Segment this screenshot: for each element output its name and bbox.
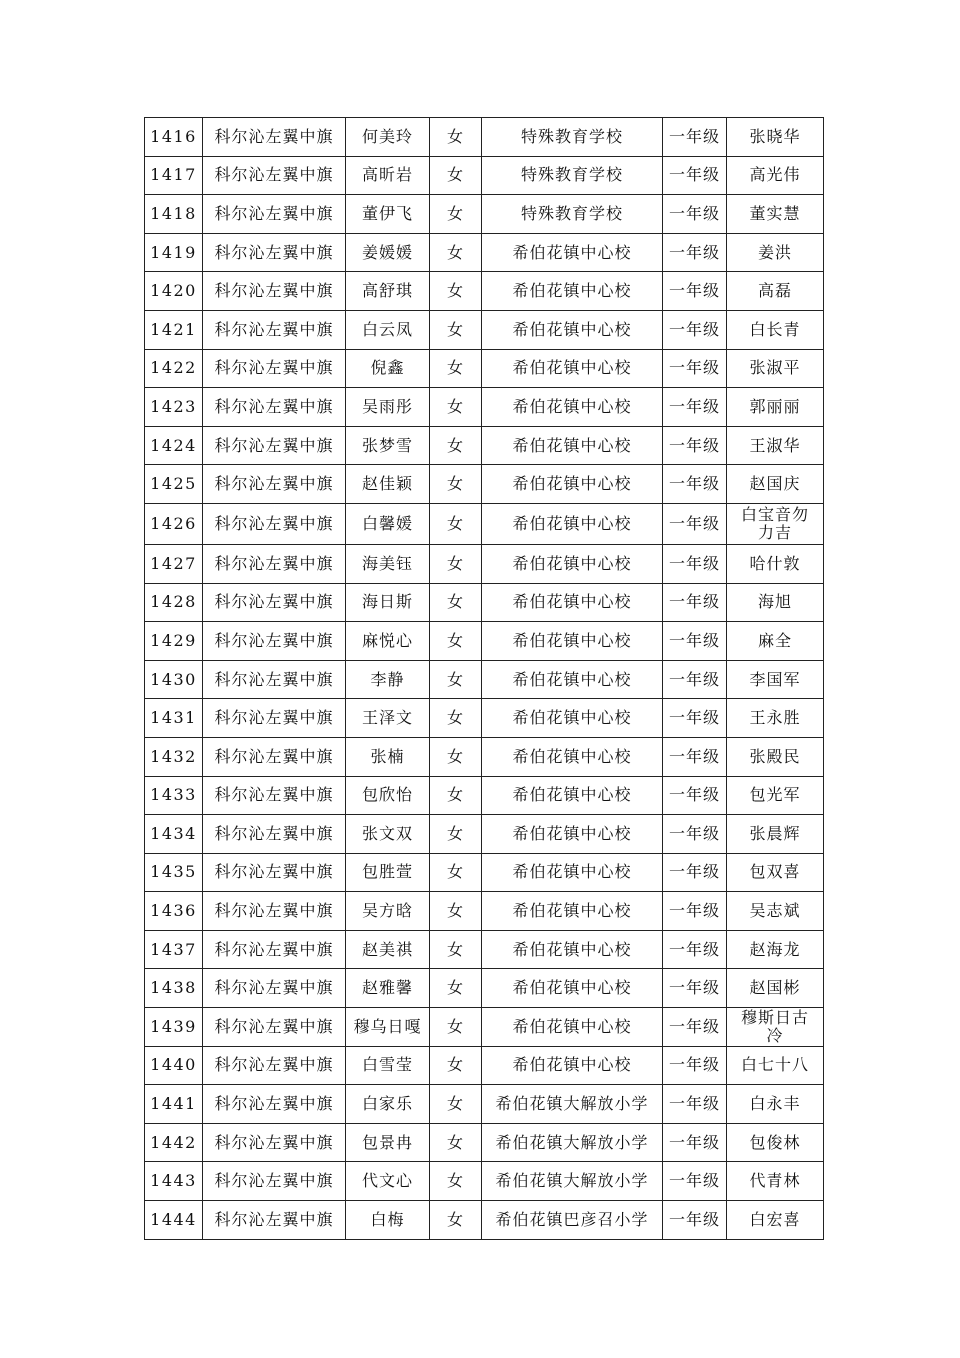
row-number: 1443 (145, 1162, 203, 1201)
row-number: 1441 (145, 1085, 203, 1124)
guardian-cell: 包光军 (727, 776, 824, 815)
student-name-cell: 白梅 (346, 1201, 430, 1240)
region-cell: 科尔沁左翼中旗 (203, 969, 346, 1008)
guardian-cell: 高光伟 (727, 156, 824, 195)
table-row (145, 699, 824, 738)
gender-cell: 女 (430, 583, 482, 622)
guardian-cell: 白永丰 (727, 1085, 824, 1124)
school-cell: 希伯花镇巴彦召小学 (482, 1201, 663, 1240)
gender-cell: 女 (430, 1046, 482, 1085)
guardian-cell: 包俊林 (727, 1123, 824, 1162)
grade-cell: 一年级 (663, 622, 727, 661)
region-cell: 科尔沁左翼中旗 (203, 853, 346, 892)
student-name-cell: 海美钰 (346, 544, 430, 583)
guardian-cell: 郭丽丽 (727, 388, 824, 427)
guardian-cell: 白七十八 (727, 1046, 824, 1085)
school-cell: 希伯花镇中心校 (482, 815, 663, 854)
student-name-cell: 王泽文 (346, 699, 430, 738)
grade-cell: 一年级 (663, 815, 727, 854)
student-name-cell: 穆乌日嘎 (346, 1008, 430, 1047)
gender-cell: 女 (430, 310, 482, 349)
gender-cell: 女 (430, 544, 482, 583)
school-cell: 希伯花镇中心校 (482, 699, 663, 738)
row-number: 1432 (145, 737, 203, 776)
guardian-cell: 王永胜 (727, 699, 824, 738)
region-cell: 科尔沁左翼中旗 (203, 118, 346, 157)
school-cell: 特殊教育学校 (482, 195, 663, 234)
guardian-cell: 赵国庆 (727, 465, 824, 504)
row-number: 1426 (145, 503, 203, 544)
student-name-cell: 何美玲 (346, 118, 430, 157)
table-row (145, 544, 824, 583)
school-cell: 希伯花镇中心校 (482, 310, 663, 349)
grade-cell: 一年级 (663, 1085, 727, 1124)
table-row (145, 118, 824, 157)
student-name-cell: 张楠 (346, 737, 430, 776)
guardian-cell: 穆斯日古冷 (727, 1008, 824, 1047)
gender-cell: 女 (430, 1162, 482, 1201)
table-row (145, 1085, 824, 1124)
school-cell: 希伯花镇中心校 (482, 892, 663, 931)
grade-cell: 一年级 (663, 1008, 727, 1047)
school-cell: 希伯花镇中心校 (482, 776, 663, 815)
table-row (145, 969, 824, 1008)
gender-cell: 女 (430, 1201, 482, 1240)
guardian-cell: 高磊 (727, 272, 824, 311)
student-name-cell: 代文心 (346, 1162, 430, 1201)
row-number: 1435 (145, 853, 203, 892)
guardian-cell: 海旭 (727, 583, 824, 622)
grade-cell: 一年级 (663, 195, 727, 234)
gender-cell: 女 (430, 892, 482, 931)
guardian-cell: 麻全 (727, 622, 824, 661)
student-name-cell: 赵佳颖 (346, 465, 430, 504)
guardian-cell: 张淑平 (727, 349, 824, 388)
school-cell: 希伯花镇中心校 (482, 388, 663, 427)
grade-cell: 一年级 (663, 660, 727, 699)
table-row (145, 1046, 824, 1085)
school-cell: 希伯花镇大解放小学 (482, 1085, 663, 1124)
student-name-cell: 张梦雪 (346, 426, 430, 465)
table-row (145, 233, 824, 272)
school-cell: 希伯花镇中心校 (482, 583, 663, 622)
gender-cell: 女 (430, 622, 482, 661)
gender-cell: 女 (430, 426, 482, 465)
gender-cell: 女 (430, 349, 482, 388)
region-cell: 科尔沁左翼中旗 (203, 892, 346, 931)
guardian-cell: 王淑华 (727, 426, 824, 465)
table-row (145, 195, 824, 234)
guardian-cell: 赵国彬 (727, 969, 824, 1008)
school-cell: 希伯花镇中心校 (482, 930, 663, 969)
table-row (145, 388, 824, 427)
guardian-cell: 吴志斌 (727, 892, 824, 931)
table-row (145, 583, 824, 622)
guardian-cell: 代青林 (727, 1162, 824, 1201)
grade-cell: 一年级 (663, 930, 727, 969)
region-cell: 科尔沁左翼中旗 (203, 195, 346, 234)
gender-cell: 女 (430, 1123, 482, 1162)
table-row (145, 622, 824, 661)
region-cell: 科尔沁左翼中旗 (203, 1046, 346, 1085)
student-name-cell: 吴方晗 (346, 892, 430, 931)
guardian-cell: 姜洪 (727, 233, 824, 272)
table-row (145, 660, 824, 699)
gender-cell: 女 (430, 815, 482, 854)
row-number: 1437 (145, 930, 203, 969)
row-number: 1422 (145, 349, 203, 388)
guardian-cell: 白宏喜 (727, 1201, 824, 1240)
grade-cell: 一年级 (663, 1162, 727, 1201)
row-number: 1417 (145, 156, 203, 195)
student-name-cell: 姜媛媛 (346, 233, 430, 272)
table-row (145, 349, 824, 388)
row-number: 1436 (145, 892, 203, 931)
table-row (145, 776, 824, 815)
guardian-cell: 白长青 (727, 310, 824, 349)
region-cell: 科尔沁左翼中旗 (203, 503, 346, 544)
school-cell: 希伯花镇中心校 (482, 426, 663, 465)
row-number: 1421 (145, 310, 203, 349)
row-number: 1434 (145, 815, 203, 854)
grade-cell: 一年级 (663, 233, 727, 272)
school-cell: 希伯花镇大解放小学 (482, 1123, 663, 1162)
student-name-cell: 高舒琪 (346, 272, 430, 311)
table-row (145, 503, 824, 544)
row-number: 1428 (145, 583, 203, 622)
school-cell: 希伯花镇中心校 (482, 969, 663, 1008)
region-cell: 科尔沁左翼中旗 (203, 233, 346, 272)
grade-cell: 一年级 (663, 892, 727, 931)
table-row (145, 1123, 824, 1162)
row-number: 1419 (145, 233, 203, 272)
region-cell: 科尔沁左翼中旗 (203, 465, 346, 504)
row-number: 1425 (145, 465, 203, 504)
row-number: 1439 (145, 1008, 203, 1047)
region-cell: 科尔沁左翼中旗 (203, 737, 346, 776)
student-name-cell: 包景冉 (346, 1123, 430, 1162)
table-row (145, 1008, 824, 1047)
row-number: 1433 (145, 776, 203, 815)
gender-cell: 女 (430, 737, 482, 776)
grade-cell: 一年级 (663, 156, 727, 195)
student-name-cell: 白云凤 (346, 310, 430, 349)
region-cell: 科尔沁左翼中旗 (203, 272, 346, 311)
gender-cell: 女 (430, 930, 482, 969)
gender-cell: 女 (430, 660, 482, 699)
table-row (145, 815, 824, 854)
region-cell: 科尔沁左翼中旗 (203, 388, 346, 427)
row-number: 1416 (145, 118, 203, 157)
region-cell: 科尔沁左翼中旗 (203, 349, 346, 388)
roster-body (145, 118, 824, 1240)
student-name-cell: 白馨媛 (346, 503, 430, 544)
school-cell: 希伯花镇中心校 (482, 1046, 663, 1085)
table-row (145, 1201, 824, 1240)
grade-cell: 一年级 (663, 1123, 727, 1162)
grade-cell: 一年级 (663, 1201, 727, 1240)
gender-cell: 女 (430, 853, 482, 892)
gender-cell: 女 (430, 195, 482, 234)
grade-cell: 一年级 (663, 776, 727, 815)
table-row (145, 930, 824, 969)
student-name-cell: 倪鑫 (346, 349, 430, 388)
grade-cell: 一年级 (663, 503, 727, 544)
guardian-cell: 张殿民 (727, 737, 824, 776)
guardian-cell: 包双喜 (727, 853, 824, 892)
row-number: 1431 (145, 699, 203, 738)
region-cell: 科尔沁左翼中旗 (203, 583, 346, 622)
row-number: 1442 (145, 1123, 203, 1162)
grade-cell: 一年级 (663, 272, 727, 311)
student-name-cell: 麻悦心 (346, 622, 430, 661)
table-row (145, 737, 824, 776)
region-cell: 科尔沁左翼中旗 (203, 660, 346, 699)
student-name-cell: 海日斯 (346, 583, 430, 622)
region-cell: 科尔沁左翼中旗 (203, 1085, 346, 1124)
table-row (145, 156, 824, 195)
region-cell: 科尔沁左翼中旗 (203, 622, 346, 661)
school-cell: 特殊教育学校 (482, 156, 663, 195)
region-cell: 科尔沁左翼中旗 (203, 1162, 346, 1201)
gender-cell: 女 (430, 1008, 482, 1047)
school-cell: 特殊教育学校 (482, 118, 663, 157)
region-cell: 科尔沁左翼中旗 (203, 776, 346, 815)
school-cell: 希伯花镇中心校 (482, 465, 663, 504)
grade-cell: 一年级 (663, 737, 727, 776)
region-cell: 科尔沁左翼中旗 (203, 156, 346, 195)
guardian-cell: 白宝音勿力吉 (727, 503, 824, 544)
row-number: 1440 (145, 1046, 203, 1085)
grade-cell: 一年级 (663, 310, 727, 349)
gender-cell: 女 (430, 388, 482, 427)
gender-cell: 女 (430, 969, 482, 1008)
row-number: 1438 (145, 969, 203, 1008)
gender-cell: 女 (430, 776, 482, 815)
student-name-cell: 董伊飞 (346, 195, 430, 234)
school-cell: 希伯花镇中心校 (482, 622, 663, 661)
grade-cell: 一年级 (663, 1046, 727, 1085)
student-name-cell: 高昕岩 (346, 156, 430, 195)
grade-cell: 一年级 (663, 699, 727, 738)
grade-cell: 一年级 (663, 583, 727, 622)
region-cell: 科尔沁左翼中旗 (203, 1201, 346, 1240)
grade-cell: 一年级 (663, 349, 727, 388)
region-cell: 科尔沁左翼中旗 (203, 1123, 346, 1162)
region-cell: 科尔沁左翼中旗 (203, 426, 346, 465)
student-name-cell: 赵雅馨 (346, 969, 430, 1008)
gender-cell: 女 (430, 699, 482, 738)
gender-cell: 女 (430, 503, 482, 544)
student-name-cell: 包欣怡 (346, 776, 430, 815)
row-number: 1424 (145, 426, 203, 465)
row-number: 1420 (145, 272, 203, 311)
guardian-cell: 张晓华 (727, 118, 824, 157)
student-name-cell: 张文双 (346, 815, 430, 854)
gender-cell: 女 (430, 156, 482, 195)
school-cell: 希伯花镇中心校 (482, 544, 663, 583)
school-cell: 希伯花镇中心校 (482, 233, 663, 272)
row-number: 1444 (145, 1201, 203, 1240)
student-name-cell: 吴雨彤 (346, 388, 430, 427)
region-cell: 科尔沁左翼中旗 (203, 310, 346, 349)
student-name-cell: 包胜萱 (346, 853, 430, 892)
guardian-cell: 张晨辉 (727, 815, 824, 854)
gender-cell: 女 (430, 465, 482, 504)
table-row (145, 1162, 824, 1201)
school-cell: 希伯花镇中心校 (482, 349, 663, 388)
region-cell: 科尔沁左翼中旗 (203, 544, 346, 583)
table-row (145, 426, 824, 465)
roster-table (144, 117, 824, 1240)
table-row (145, 892, 824, 931)
school-cell: 希伯花镇大解放小学 (482, 1162, 663, 1201)
gender-cell: 女 (430, 272, 482, 311)
guardian-cell: 哈什敦 (727, 544, 824, 583)
school-cell: 希伯花镇中心校 (482, 1008, 663, 1047)
table-row (145, 853, 824, 892)
student-name-cell: 白雪莹 (346, 1046, 430, 1085)
row-number: 1418 (145, 195, 203, 234)
grade-cell: 一年级 (663, 853, 727, 892)
grade-cell: 一年级 (663, 388, 727, 427)
grade-cell: 一年级 (663, 118, 727, 157)
gender-cell: 女 (430, 1085, 482, 1124)
grade-cell: 一年级 (663, 426, 727, 465)
guardian-cell: 李国军 (727, 660, 824, 699)
school-cell: 希伯花镇中心校 (482, 272, 663, 311)
grade-cell: 一年级 (663, 544, 727, 583)
row-number: 1427 (145, 544, 203, 583)
table-row (145, 310, 824, 349)
region-cell: 科尔沁左翼中旗 (203, 699, 346, 738)
guardian-cell: 赵海龙 (727, 930, 824, 969)
school-cell: 希伯花镇中心校 (482, 503, 663, 544)
table-row (145, 465, 824, 504)
student-name-cell: 赵美祺 (346, 930, 430, 969)
guardian-cell: 董实慧 (727, 195, 824, 234)
school-cell: 希伯花镇中心校 (482, 737, 663, 776)
region-cell: 科尔沁左翼中旗 (203, 1008, 346, 1047)
grade-cell: 一年级 (663, 969, 727, 1008)
gender-cell: 女 (430, 233, 482, 272)
student-name-cell: 李静 (346, 660, 430, 699)
row-number: 1423 (145, 388, 203, 427)
table-row (145, 272, 824, 311)
region-cell: 科尔沁左翼中旗 (203, 815, 346, 854)
school-cell: 希伯花镇中心校 (482, 853, 663, 892)
region-cell: 科尔沁左翼中旗 (203, 930, 346, 969)
school-cell: 希伯花镇中心校 (482, 660, 663, 699)
row-number: 1430 (145, 660, 203, 699)
grade-cell: 一年级 (663, 465, 727, 504)
student-name-cell: 白家乐 (346, 1085, 430, 1124)
gender-cell: 女 (430, 118, 482, 157)
row-number: 1429 (145, 622, 203, 661)
